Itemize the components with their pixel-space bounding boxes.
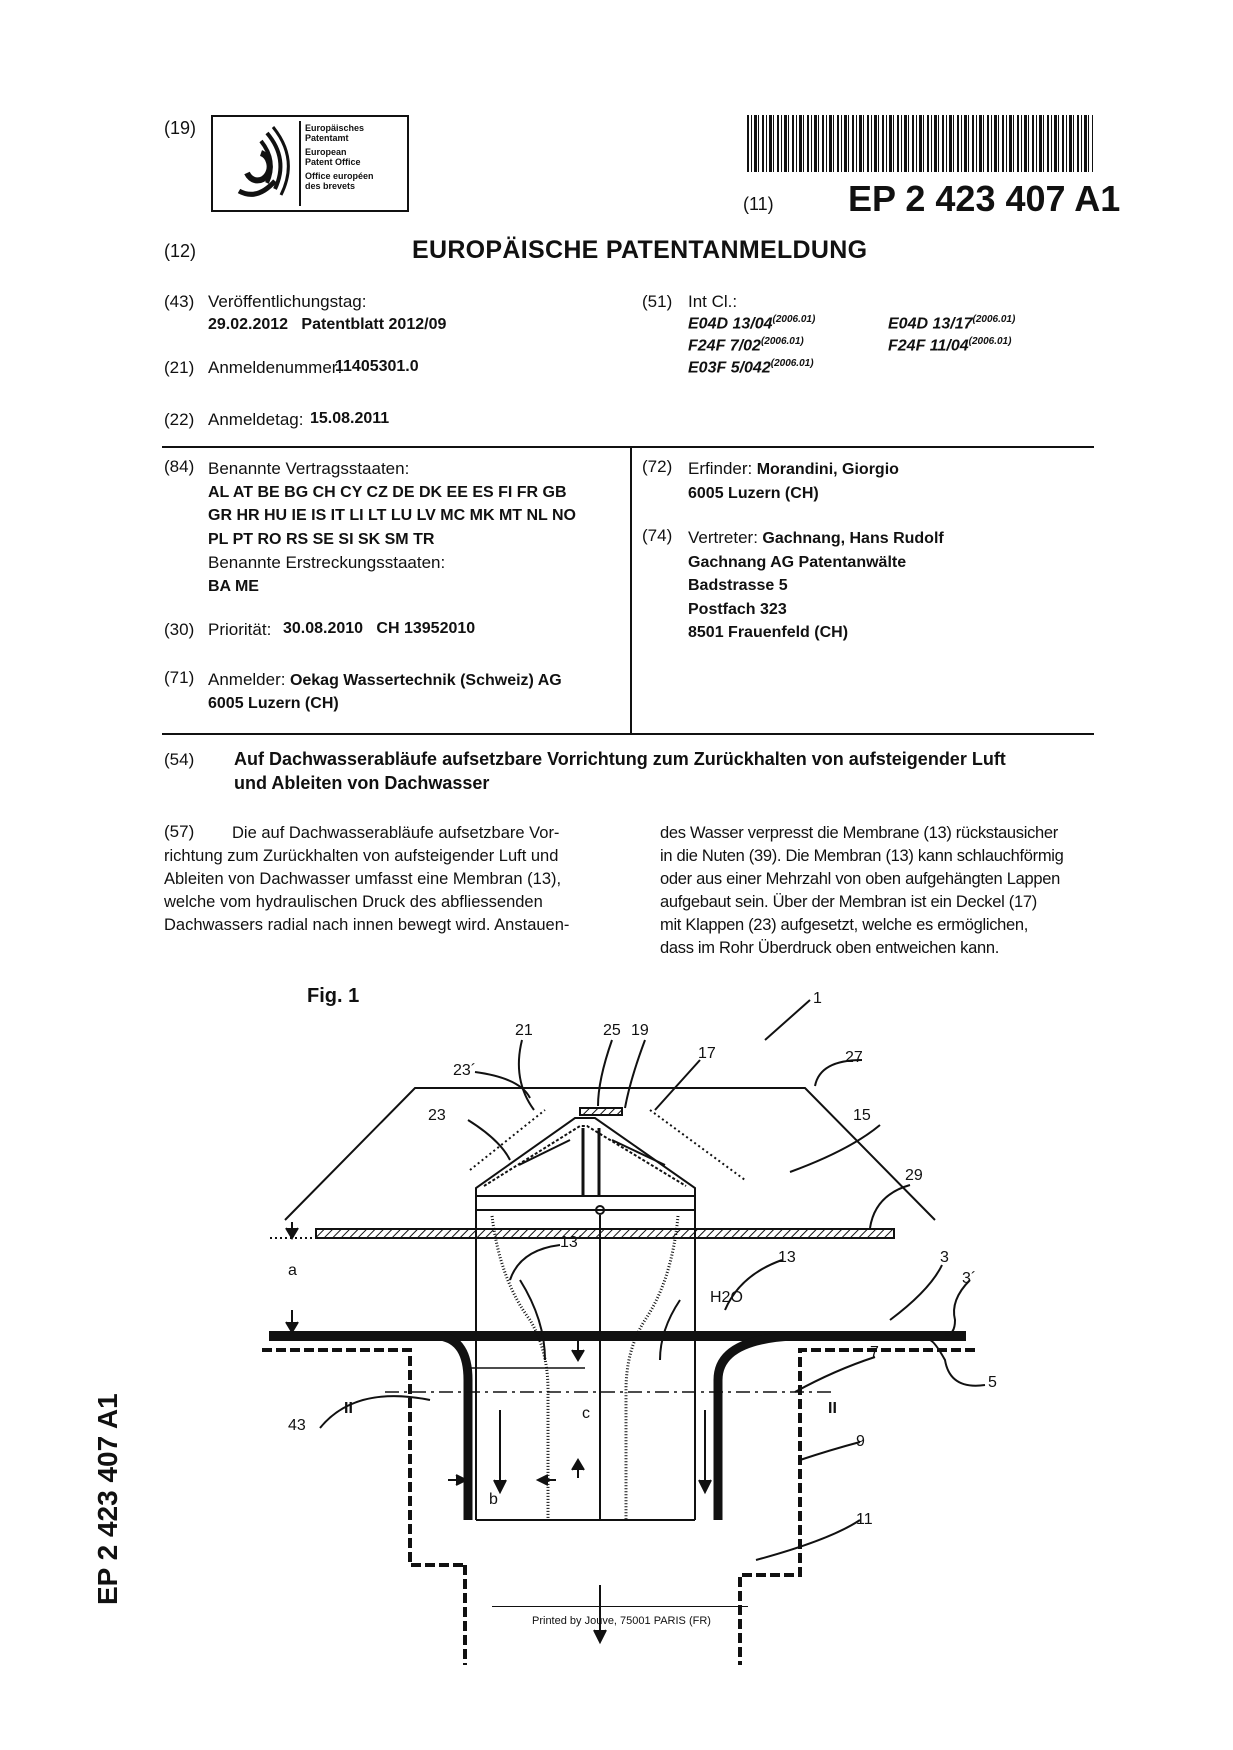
ipc-code-text: E04D 13/17 — [888, 315, 973, 333]
figure-reference-label: b — [489, 1491, 498, 1508]
publication-date: 29.02.2012 Patentblatt 2012/09 — [208, 316, 447, 333]
abstract-line: richtung zum Zurückhalten von aufsteigender Luft und — [164, 847, 559, 865]
inid-21: (21) — [164, 358, 195, 377]
printer-note: Printed by Jouve, 75001 PARIS (FR) — [532, 1615, 711, 1627]
title-line: und Ableiten von Dachwasser — [234, 773, 490, 793]
ipc-version: (2006.01) — [772, 314, 816, 325]
figure-reference-label: 23´ — [453, 1062, 477, 1079]
figure-reference-label: a — [288, 1262, 297, 1279]
figure-reference-label: 1 — [813, 990, 822, 1007]
inid-19: (19) — [164, 118, 197, 138]
states-line: AL AT BE BG CH CY CZ DE DK EE ES FI FR GB — [208, 483, 567, 501]
publication-number: EP 2 423 407 A1 — [848, 178, 1121, 219]
abstract-line: Ableiten von Dachwasser umfasst eine Membran (13), — [164, 870, 562, 888]
figure-reference-label: 3 — [940, 1249, 949, 1266]
inid-22: (22) — [164, 410, 195, 429]
office-line: Office européen — [305, 171, 374, 181]
figure-reference-label: 13 — [778, 1249, 796, 1266]
abstract-line: mit Klappen (23) aufgesetzt, welche es ermöglichen, — [660, 916, 1029, 934]
inid-11: (11) — [743, 194, 774, 214]
inid-12: (12) — [164, 241, 197, 261]
figure-reference-label: 21 — [515, 1022, 533, 1039]
ipc-version: (2006.01) — [760, 336, 804, 347]
ipc-version: (2006.01) — [968, 336, 1012, 347]
inid-84: (84) — [164, 457, 195, 476]
representative-line: 8501 Frauenfeld (CH) — [688, 624, 849, 641]
representative-line: Gachnang AG Patentanwälte — [688, 553, 907, 571]
inid-74: (74) — [642, 526, 673, 545]
figure-reference-label: 23 — [428, 1107, 446, 1124]
figure-reference-label: 15 — [853, 1107, 871, 1124]
ipc-code-text: F24F 7/02 — [688, 337, 761, 355]
ipc-version: (2006.01) — [972, 314, 1016, 325]
figure-reference-label: H2O — [710, 1289, 743, 1306]
abstract-line: welche vom hydraulischen Druck des abfliessenden — [164, 893, 543, 911]
states-line: GR HR HU IE IS IT LI LT LU LV MC MK MT NL NO — [208, 507, 576, 524]
abstract-line: aufgebaut sein. Über der Membran ist ein Deckel (17) — [660, 893, 1037, 911]
application-number: 11405301.0 — [335, 358, 419, 375]
figure-reference-label: 17 — [698, 1045, 716, 1062]
figure-reference-label: 25 — [603, 1022, 621, 1039]
inid-51: (51) — [642, 292, 673, 311]
figure-reference-label: c — [582, 1405, 590, 1422]
office-line: des brevets — [305, 181, 356, 191]
priority-label: Priorität: — [208, 620, 272, 639]
ipc-label: Int Cl.: — [688, 292, 738, 311]
abstract-line: Die auf Dachwasserabläufe aufsetzbare Vor- — [232, 824, 560, 842]
states-label: Benannte Vertragsstaaten: — [208, 459, 410, 478]
figure-reference-label: 19 — [631, 1022, 649, 1039]
footer-rule — [492, 1606, 748, 1607]
figure-reference-label: 3´ — [962, 1270, 977, 1287]
extension-states-label: Benannte Erstreckungsstaaten: — [208, 553, 446, 572]
document-type: EUROPÄISCHE PATENTANMELDUNG — [412, 236, 868, 264]
figure-reference-label: II — [828, 1400, 837, 1417]
application-number-label: Anmeldenummer: — [208, 358, 343, 377]
applicant-name: Oekag Wassertechnik (Schweiz) AG — [289, 672, 562, 689]
representative-label: Vertreter: — [688, 528, 758, 547]
inid-57: (57) — [164, 822, 195, 841]
side-publication-number: EP 2 423 407 A1 — [92, 1393, 123, 1605]
office-line: Patentamt — [305, 133, 349, 143]
figure-reference-label: 13´ — [560, 1234, 584, 1251]
office-line: Patent Office — [305, 157, 361, 167]
applicant-label: Anmelder: — [208, 670, 286, 689]
inid-43: (43) — [164, 292, 195, 311]
office-line: Europäisches — [305, 123, 365, 133]
inid-54: (54) — [164, 750, 195, 769]
office-line: European — [305, 147, 347, 157]
extension-states: BA ME — [208, 577, 259, 595]
figure-caption: Fig. 1 — [307, 985, 360, 1007]
figure-reference-label: 9 — [856, 1433, 865, 1450]
figure-reference-label: II — [344, 1400, 353, 1417]
priority: 30.08.2010 CH 13952010 — [283, 620, 476, 637]
representative-name: Gachnang, Hans Rudolf — [762, 530, 944, 547]
figure-reference-label: 43 — [288, 1417, 306, 1434]
title-line: Auf Dachwasserabläufe aufsetzbare Vorrichtung zum Zurückhalten von aufsteigender Luft — [234, 749, 1006, 769]
filing-date: 15.08.2011 — [310, 410, 390, 427]
applicant-address: 6005 Luzern (CH) — [208, 695, 339, 712]
states-line: PL PT RO RS SE SI SK SM TR — [208, 530, 435, 548]
abstract-line: oder aus einer Mehrzahl von oben aufgehängten Lappen — [660, 870, 1060, 888]
figure-reference-label: 27 — [845, 1049, 863, 1066]
inid-30: (30) — [164, 620, 195, 639]
figure-reference-label: 29 — [905, 1167, 923, 1184]
abstract-line: des Wasser verpresst die Membrane (13) rückstausicher — [660, 824, 1058, 842]
publication-date-label: Veröffentlichungstag: — [208, 292, 367, 311]
representative-line: Badstrasse 5 — [688, 577, 788, 594]
figure-reference-label: 7 — [870, 1344, 879, 1361]
inventor-label: Erfinder: — [688, 459, 753, 478]
ipc-version: (2006.01) — [770, 358, 814, 369]
inventor-address: 6005 Luzern (CH) — [688, 484, 819, 502]
abstract-line: Dachwassers radial nach innen bewegt wird. Anstauen- — [164, 916, 570, 934]
inid-72: (72) — [642, 457, 673, 476]
ipc-code-text: E04D 13/04 — [688, 315, 773, 333]
inid-71: (71) — [164, 668, 195, 687]
filing-date-label: Anmeldetag: — [208, 410, 304, 429]
inventor-name: Morandini, Giorgio — [756, 461, 899, 478]
figure-reference-label: 11 — [856, 1511, 873, 1528]
representative-line: Postfach 323 — [688, 600, 787, 618]
abstract-line: dass im Rohr Überdruck oben entweichen kann. — [660, 939, 999, 957]
figure-reference-label: 5 — [988, 1374, 997, 1391]
ipc-code-text: E03F 5/042 — [688, 359, 771, 377]
ipc-code-text: F24F 11/04 — [888, 337, 969, 355]
abstract-line: in die Nuten (39). Die Membran (13) kann schlauchförmig — [660, 847, 1064, 865]
